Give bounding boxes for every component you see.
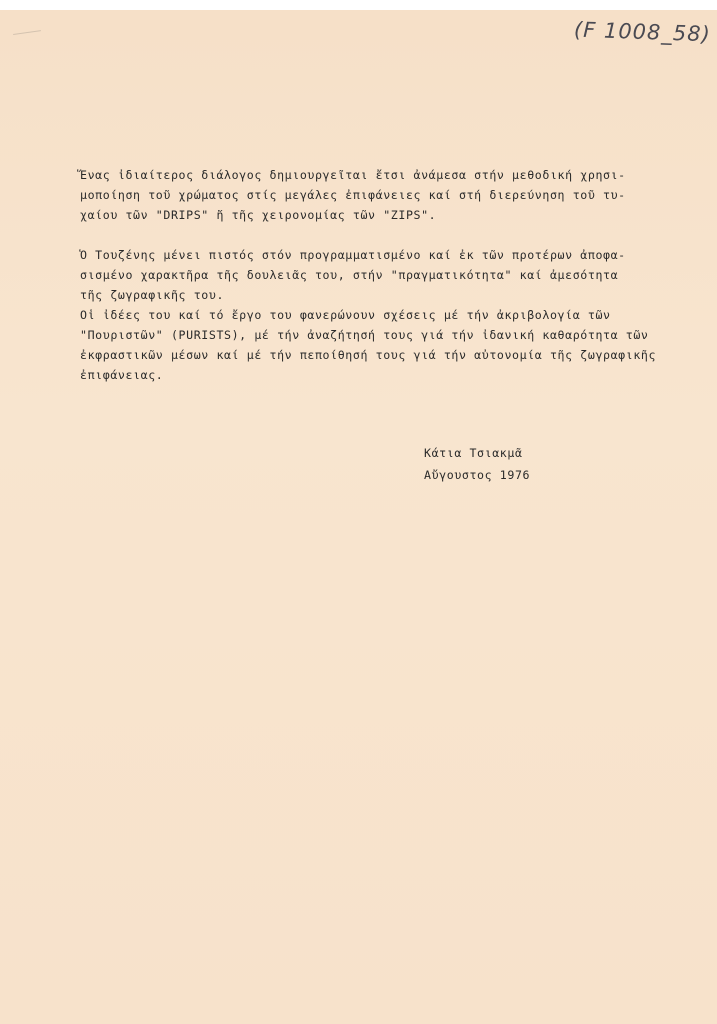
document-date: Αὔγουστος 1976 bbox=[424, 468, 531, 482]
text-line: ἐκφραστικῶν μέσων καί μέ τήν πεποίθησή τους γιά τήν αὐτονομία τῆς ζωγραφικῆς bbox=[80, 348, 657, 362]
text-line: τῆς ζωγραφικῆς του. bbox=[80, 288, 225, 302]
paper-crease-mark bbox=[13, 30, 43, 49]
text-line: "Πουριστῶν" (PURISTS), μέ τήν ἀναζήτησή τους γιά τήν ἰδανική καθαρότητα τῶν bbox=[80, 328, 649, 342]
text-line: σισμένο χαρακτῆρα τῆς δουλειᾶς του, στήν "πραγματικότητα" καί ἀμεσότητα bbox=[80, 268, 619, 282]
text-line: Ἕνας ἰδιαίτερος διάλογος δημιουργεῖται ἔτσι ἀνάμεσα στήν μεθοδική χρησι- bbox=[80, 168, 626, 182]
signature-block bbox=[424, 442, 530, 486]
text-line: μοποίηση τοῦ χρώματος στίς μεγάλες ἐπιφάνειες καί στή διερεύνηση τοῦ τυ- bbox=[80, 188, 626, 202]
text-line: ἐπιφάνειας. bbox=[80, 368, 164, 382]
paragraph-gap bbox=[80, 225, 670, 245]
document-body bbox=[80, 165, 670, 385]
text-line: Ὁ Τουζένης μένει πιστός στόν προγραμματισμένο καί ἐκ τῶν προτέρων ἀποφα- bbox=[80, 248, 626, 262]
document-page bbox=[0, 10, 717, 1024]
paragraph-2 bbox=[80, 245, 670, 305]
handwritten-reference-note: (F 1008_58) bbox=[573, 17, 712, 47]
paragraph-3 bbox=[80, 305, 670, 385]
paragraph-1 bbox=[80, 165, 670, 225]
text-line: χαίου τῶν "DRIPS" ἤ τῆς χειρονομίας τῶν "ZIPS". bbox=[80, 208, 437, 222]
text-line: Οἱ ἰδέες του καί τό ἔργο του φανερώνουν σχέσεις μέ τήν ἀκριβολογία τῶν bbox=[80, 308, 611, 322]
author-name: Κάτια Τσιακμᾶ bbox=[424, 446, 523, 460]
